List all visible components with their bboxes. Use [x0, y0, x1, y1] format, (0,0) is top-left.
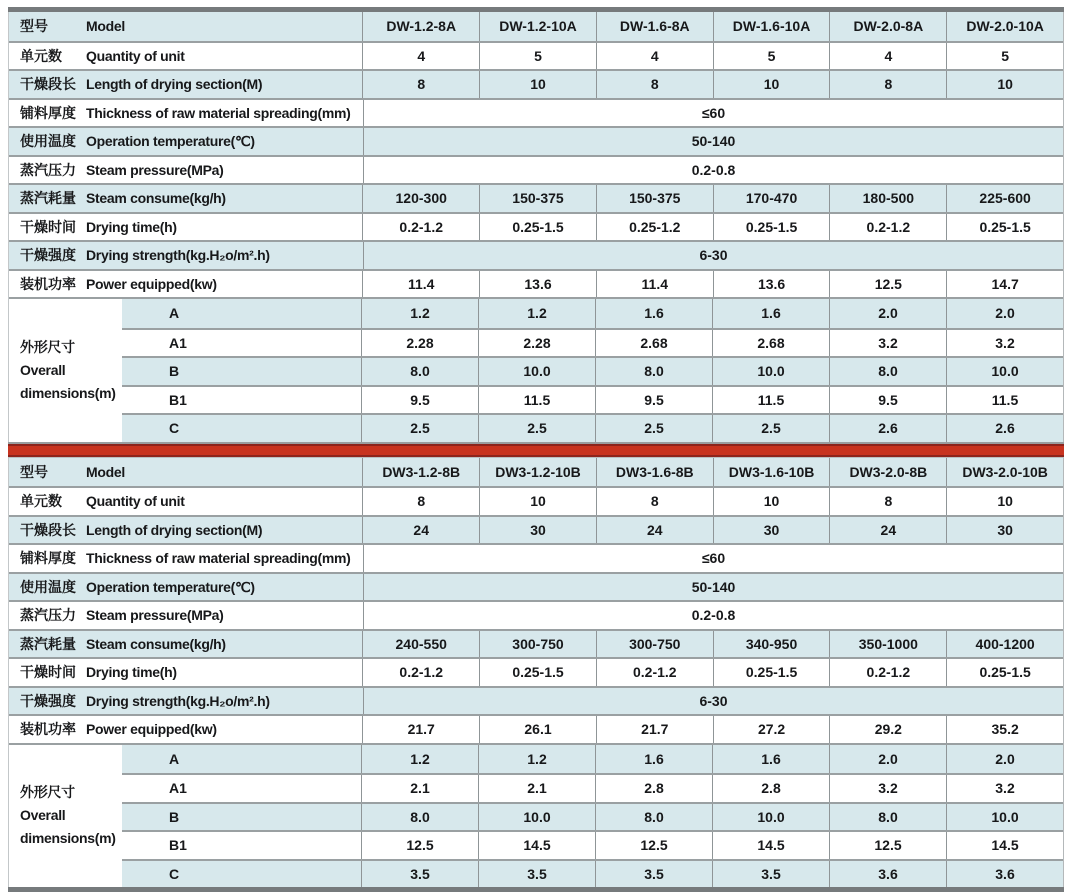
- dimension-sub-label: C: [169, 420, 180, 437]
- cell-value: 30: [713, 517, 830, 544]
- cell-value: 14.5: [946, 832, 1063, 859]
- cell-value: 8.0: [829, 804, 946, 831]
- row-label-cn: 干燥强度: [20, 247, 76, 264]
- row-label-cn: 铺料厚度: [20, 550, 76, 567]
- dimension-sub-label: B1: [169, 837, 187, 854]
- cell-value: 12.5: [361, 832, 478, 859]
- table-row: [9, 543, 1063, 572]
- cell-value: 21.7: [362, 716, 479, 743]
- row-label-cn: 使用温度: [20, 133, 76, 150]
- cell-value: 3.6: [946, 861, 1063, 888]
- cell-value: 400-1200: [946, 631, 1063, 658]
- row-label-cn: 蒸汽压力: [20, 161, 76, 178]
- cell-value: 0.2-1.2: [596, 659, 713, 686]
- cell-value: 2.8: [595, 775, 712, 802]
- cell-value: 340-950: [713, 631, 830, 658]
- cell-value: 2.68: [712, 330, 829, 357]
- cell-value: 30: [946, 517, 1063, 544]
- dimension-sub-label: B1: [169, 391, 187, 408]
- cell-value: 11.5: [946, 387, 1063, 414]
- cell-value: 14.5: [712, 832, 829, 859]
- row-label-en: Drying time(h): [86, 664, 177, 681]
- table-row: [122, 745, 1063, 774]
- cell-value: 3.6: [829, 861, 946, 888]
- row-label-cn: 蒸汽耗量: [20, 635, 76, 652]
- row-label: [9, 548, 363, 568]
- table-row: [9, 98, 1063, 127]
- column-header-model: DW-2.0-10A: [946, 12, 1063, 41]
- cell-value: 0.25-1.5: [479, 659, 596, 686]
- cell-value: 8.0: [595, 358, 712, 385]
- cell-span-value: ≤60: [363, 100, 1063, 127]
- cell-value: 24: [829, 517, 946, 544]
- cell-value: 120-300: [362, 185, 479, 212]
- table-row: [9, 69, 1063, 98]
- row-label-en: Quantity of unit: [86, 493, 185, 510]
- row-label: [9, 131, 363, 151]
- cell-value: 3.5: [712, 861, 829, 888]
- cell-value: 1.2: [478, 299, 595, 328]
- row-label: [9, 520, 362, 540]
- cell-value: 2.0: [946, 299, 1063, 328]
- cell-span-value: 0.2-0.8: [363, 157, 1063, 184]
- row-label-cn: 干燥段长: [20, 521, 76, 538]
- cell-value: 2.1: [361, 775, 478, 802]
- cell-value: 2.5: [361, 415, 478, 442]
- cell-value: 3.5: [361, 861, 478, 888]
- table-row: [9, 686, 1063, 715]
- row-label-en: Thickness of raw material spreading(mm): [86, 104, 351, 121]
- dimension-label-en-2: dimensions(m): [20, 830, 116, 847]
- row-label-en: Power equipped(kw): [86, 721, 217, 738]
- dimension-label-en-1: Overall: [20, 807, 66, 824]
- dimension-group: [9, 297, 1063, 442]
- cell-value: 5: [946, 43, 1063, 70]
- table-row: [9, 155, 1063, 184]
- row-label: [9, 274, 362, 294]
- row-label-cn: 干燥时间: [20, 664, 76, 681]
- table-row: [9, 41, 1063, 70]
- cell-value: 300-750: [596, 631, 713, 658]
- cell-value: 2.1: [478, 775, 595, 802]
- row-label-en: Model: [86, 18, 125, 35]
- cell-value: 8: [596, 71, 713, 98]
- dimension-label-cn: 外形尺寸: [20, 784, 75, 801]
- table-row: [9, 515, 1063, 544]
- cell-value: 2.6: [946, 415, 1063, 442]
- cell-value: 13.6: [479, 271, 596, 298]
- table-row: [9, 629, 1063, 658]
- cell-value: 10: [946, 488, 1063, 515]
- cell-value: 11.4: [596, 271, 713, 298]
- cell-value: 12.5: [829, 832, 946, 859]
- row-label-en: Steam pressure(MPa): [86, 161, 224, 178]
- row-label-en: Thickness of raw material spreading(mm): [86, 550, 351, 567]
- column-header-model: DW-2.0-8A: [829, 12, 946, 41]
- cell-value: 10.0: [946, 358, 1063, 385]
- cell-value: 10.0: [946, 804, 1063, 831]
- table-row: [122, 802, 1063, 831]
- table-row: [122, 385, 1063, 414]
- dimension-group-label: [9, 299, 122, 442]
- table-row: [9, 714, 1063, 743]
- row-label: [9, 74, 362, 94]
- column-header-model: DW-1.6-10A: [713, 12, 830, 41]
- cell-value: 1.2: [361, 745, 478, 774]
- dimension-sub-label: B: [169, 808, 180, 825]
- row-label-en: Drying strength(kg.H₂o/m².h): [86, 692, 270, 709]
- row-label: [9, 46, 362, 66]
- cell-value: 29.2: [829, 716, 946, 743]
- table-row: [122, 328, 1063, 357]
- cell-value: 9.5: [361, 387, 478, 414]
- cell-value: 0.25-1.5: [479, 214, 596, 241]
- cell-value: 3.2: [946, 775, 1063, 802]
- row-label-cn: 干燥段长: [20, 76, 76, 93]
- cell-value: 2.68: [595, 330, 712, 357]
- cell-value: 1.6: [712, 745, 829, 774]
- cell-span-value: ≤60: [363, 545, 1063, 572]
- table-row: [122, 413, 1063, 442]
- cell-value: 13.6: [713, 271, 830, 298]
- cell-value: 10.0: [712, 358, 829, 385]
- cell-value: 2.0: [829, 299, 946, 328]
- cell-value: 14.5: [478, 832, 595, 859]
- column-header-model: DW3-1.2-8B: [362, 458, 479, 487]
- cell-value: 240-550: [362, 631, 479, 658]
- column-header-model: DW3-2.0-10B: [946, 458, 1063, 487]
- cell-value: 300-750: [479, 631, 596, 658]
- table-row: [9, 240, 1063, 269]
- cell-value: 8.0: [595, 804, 712, 831]
- cell-value: 24: [362, 517, 479, 544]
- cell-value: 5: [479, 43, 596, 70]
- row-label-cn: 装机功率: [20, 275, 76, 292]
- table-row: [9, 600, 1063, 629]
- table-row: [122, 356, 1063, 385]
- row-label-cn: 型号: [20, 18, 48, 35]
- row-label-cn: 蒸汽压力: [20, 607, 76, 624]
- cell-value: 27.2: [713, 716, 830, 743]
- cell-span-value: 0.2-0.8: [363, 602, 1063, 629]
- row-label-cn: 装机功率: [20, 721, 76, 738]
- dimension-sub-label: A: [169, 750, 180, 767]
- cell-value: 10: [713, 488, 830, 515]
- cell-value: 2.28: [361, 330, 478, 357]
- row-label-cn: 单元数: [20, 47, 62, 64]
- cell-value: 12.5: [829, 271, 946, 298]
- cell-value: 10.0: [478, 804, 595, 831]
- cell-value: 2.0: [829, 745, 946, 774]
- row-label-en: Power equipped(kw): [86, 275, 217, 292]
- cell-value: 1.6: [595, 745, 712, 774]
- cell-value: 8.0: [829, 358, 946, 385]
- table-row: [122, 859, 1063, 888]
- row-label-en: Length of drying section(M): [86, 521, 263, 538]
- row-label-cn: 蒸汽耗量: [20, 190, 76, 207]
- cell-value: 9.5: [595, 387, 712, 414]
- dimension-sub-label: A1: [169, 334, 187, 351]
- row-label-en: Model: [86, 463, 125, 480]
- row-label-cn: 使用温度: [20, 578, 76, 595]
- cell-value: 2.5: [478, 415, 595, 442]
- row-label: [9, 103, 363, 123]
- cell-value: 170-470: [713, 185, 830, 212]
- cell-value: 2.0: [946, 745, 1063, 774]
- cell-value: 0.2-1.2: [362, 214, 479, 241]
- cell-value: 0.25-1.5: [713, 659, 830, 686]
- dimension-sub-label: A: [169, 305, 180, 322]
- cell-value: 0.25-1.2: [596, 214, 713, 241]
- cell-span-value: 6-30: [363, 688, 1063, 715]
- cell-value: 2.5: [595, 415, 712, 442]
- table-row: [9, 572, 1063, 601]
- spec-table-dw-a-series: [8, 12, 1064, 442]
- section-divider-bar: [8, 442, 1064, 458]
- dimension-label-cn: 外形尺寸: [20, 338, 75, 355]
- table-row: [122, 299, 1063, 328]
- row-label: [9, 662, 362, 682]
- row-label: [9, 577, 363, 597]
- table-row: [122, 773, 1063, 802]
- row-label-en: Operation temperature(℃): [86, 578, 255, 595]
- cell-value: 9.5: [829, 387, 946, 414]
- cell-value: 5: [713, 43, 830, 70]
- cell-value: 180-500: [829, 185, 946, 212]
- table-row: [9, 458, 1063, 487]
- row-label: [9, 491, 362, 511]
- cell-value: 0.25-1.5: [946, 214, 1063, 241]
- dimension-rows: [122, 299, 1063, 442]
- dimension-label-en-1: Overall: [20, 361, 66, 378]
- cell-value: 3.5: [478, 861, 595, 888]
- cell-value: 150-375: [479, 185, 596, 212]
- spec-sheet: [8, 7, 1064, 892]
- cell-value: 35.2: [946, 716, 1063, 743]
- cell-value: 11.5: [712, 387, 829, 414]
- cell-value: 150-375: [596, 185, 713, 212]
- cell-value: 10.0: [712, 804, 829, 831]
- cell-value: 0.2-1.2: [829, 659, 946, 686]
- cell-value: 2.28: [478, 330, 595, 357]
- row-label: [9, 160, 363, 180]
- table-row: [9, 126, 1063, 155]
- cell-value: 0.25-1.5: [946, 659, 1063, 686]
- column-header-model: DW-1.2-10A: [479, 12, 596, 41]
- row-label-cn: 铺料厚度: [20, 104, 76, 121]
- cell-value: 3.5: [595, 861, 712, 888]
- row-label-cn: 干燥时间: [20, 218, 76, 235]
- cell-value: 1.2: [361, 299, 478, 328]
- cell-value: 2.8: [712, 775, 829, 802]
- column-header-model: DW-1.6-8A: [596, 12, 713, 41]
- cell-value: 8: [362, 488, 479, 515]
- column-header-model: DW3-1.6-10B: [713, 458, 830, 487]
- cell-span-value: 6-30: [363, 242, 1063, 269]
- row-label: [9, 719, 362, 739]
- cell-value: 8: [829, 71, 946, 98]
- cell-value: 1.6: [595, 299, 712, 328]
- cell-value: 26.1: [479, 716, 596, 743]
- cell-value: 2.6: [829, 415, 946, 442]
- column-header-model: DW3-2.0-8B: [829, 458, 946, 487]
- dimension-sub-label: B: [169, 363, 180, 380]
- row-label-en: Steam pressure(MPa): [86, 607, 224, 624]
- cell-value: 10: [479, 488, 596, 515]
- cell-value: 4: [362, 43, 479, 70]
- cell-value: 350-1000: [829, 631, 946, 658]
- table-row: [9, 269, 1063, 298]
- cell-value: 0.25-1.5: [713, 214, 830, 241]
- table-row: [9, 183, 1063, 212]
- table-row: [122, 830, 1063, 859]
- row-label-en: Steam consume(kg/h): [86, 190, 226, 207]
- cell-value: 14.7: [946, 271, 1063, 298]
- column-header-model: DW-1.2-8A: [362, 12, 479, 41]
- row-label-en: Drying time(h): [86, 218, 177, 235]
- dimension-sub-label: A1: [169, 780, 187, 797]
- cell-value: 8: [362, 71, 479, 98]
- cell-value: 225-600: [946, 185, 1063, 212]
- table-row: [9, 657, 1063, 686]
- cell-value: 8.0: [361, 358, 478, 385]
- cell-value: 10: [479, 71, 596, 98]
- cell-value: 10.0: [478, 358, 595, 385]
- row-label-en: Length of drying section(M): [86, 76, 263, 93]
- cell-value: 4: [596, 43, 713, 70]
- row-label-en: Quantity of unit: [86, 47, 185, 64]
- cell-value: 3.2: [829, 330, 946, 357]
- row-label: [9, 16, 362, 36]
- cell-value: 11.4: [362, 271, 479, 298]
- cell-value: 11.5: [478, 387, 595, 414]
- cell-value: 8: [829, 488, 946, 515]
- cell-value: 3.2: [829, 775, 946, 802]
- column-header-model: DW3-1.2-10B: [479, 458, 596, 487]
- cell-value: 1.6: [712, 299, 829, 328]
- row-label: [9, 245, 363, 265]
- cell-value: 24: [596, 517, 713, 544]
- cell-value: 0.2-1.2: [829, 214, 946, 241]
- dimension-group-label: [9, 745, 122, 888]
- cell-span-value: 50-140: [363, 574, 1063, 601]
- table-bottom-border: [8, 887, 1064, 892]
- table-row: [9, 12, 1063, 41]
- row-label: [9, 605, 363, 625]
- dimension-label-en-2: dimensions(m): [20, 384, 116, 401]
- row-label-en: Steam consume(kg/h): [86, 635, 226, 652]
- row-label: [9, 691, 363, 711]
- cell-value: 8.0: [361, 804, 478, 831]
- row-label-en: Operation temperature(℃): [86, 133, 255, 150]
- dimension-group: [9, 743, 1063, 888]
- dimension-rows: [122, 745, 1063, 888]
- cell-value: 1.2: [478, 745, 595, 774]
- row-label-cn: 干燥强度: [20, 692, 76, 709]
- cell-value: 3.2: [946, 330, 1063, 357]
- row-label-cn: 单元数: [20, 493, 62, 510]
- cell-value: 21.7: [596, 716, 713, 743]
- row-label-en: Drying strength(kg.H₂o/m².h): [86, 247, 270, 264]
- cell-value: 2.5: [712, 415, 829, 442]
- row-label: [9, 217, 362, 237]
- cell-value: 4: [829, 43, 946, 70]
- spec-table-dw3-b-series: [8, 458, 1064, 888]
- table-row: [9, 486, 1063, 515]
- row-label: [9, 634, 362, 654]
- cell-value: 10: [946, 71, 1063, 98]
- table-row: [9, 212, 1063, 241]
- row-label-cn: 型号: [20, 463, 48, 480]
- cell-span-value: 50-140: [363, 128, 1063, 155]
- column-header-model: DW3-1.6-8B: [596, 458, 713, 487]
- cell-value: 10: [713, 71, 830, 98]
- cell-value: 30: [479, 517, 596, 544]
- cell-value: 8: [596, 488, 713, 515]
- row-label: [9, 462, 362, 482]
- row-label: [9, 188, 362, 208]
- dimension-sub-label: C: [169, 865, 180, 882]
- cell-value: 0.2-1.2: [362, 659, 479, 686]
- cell-value: 12.5: [595, 832, 712, 859]
